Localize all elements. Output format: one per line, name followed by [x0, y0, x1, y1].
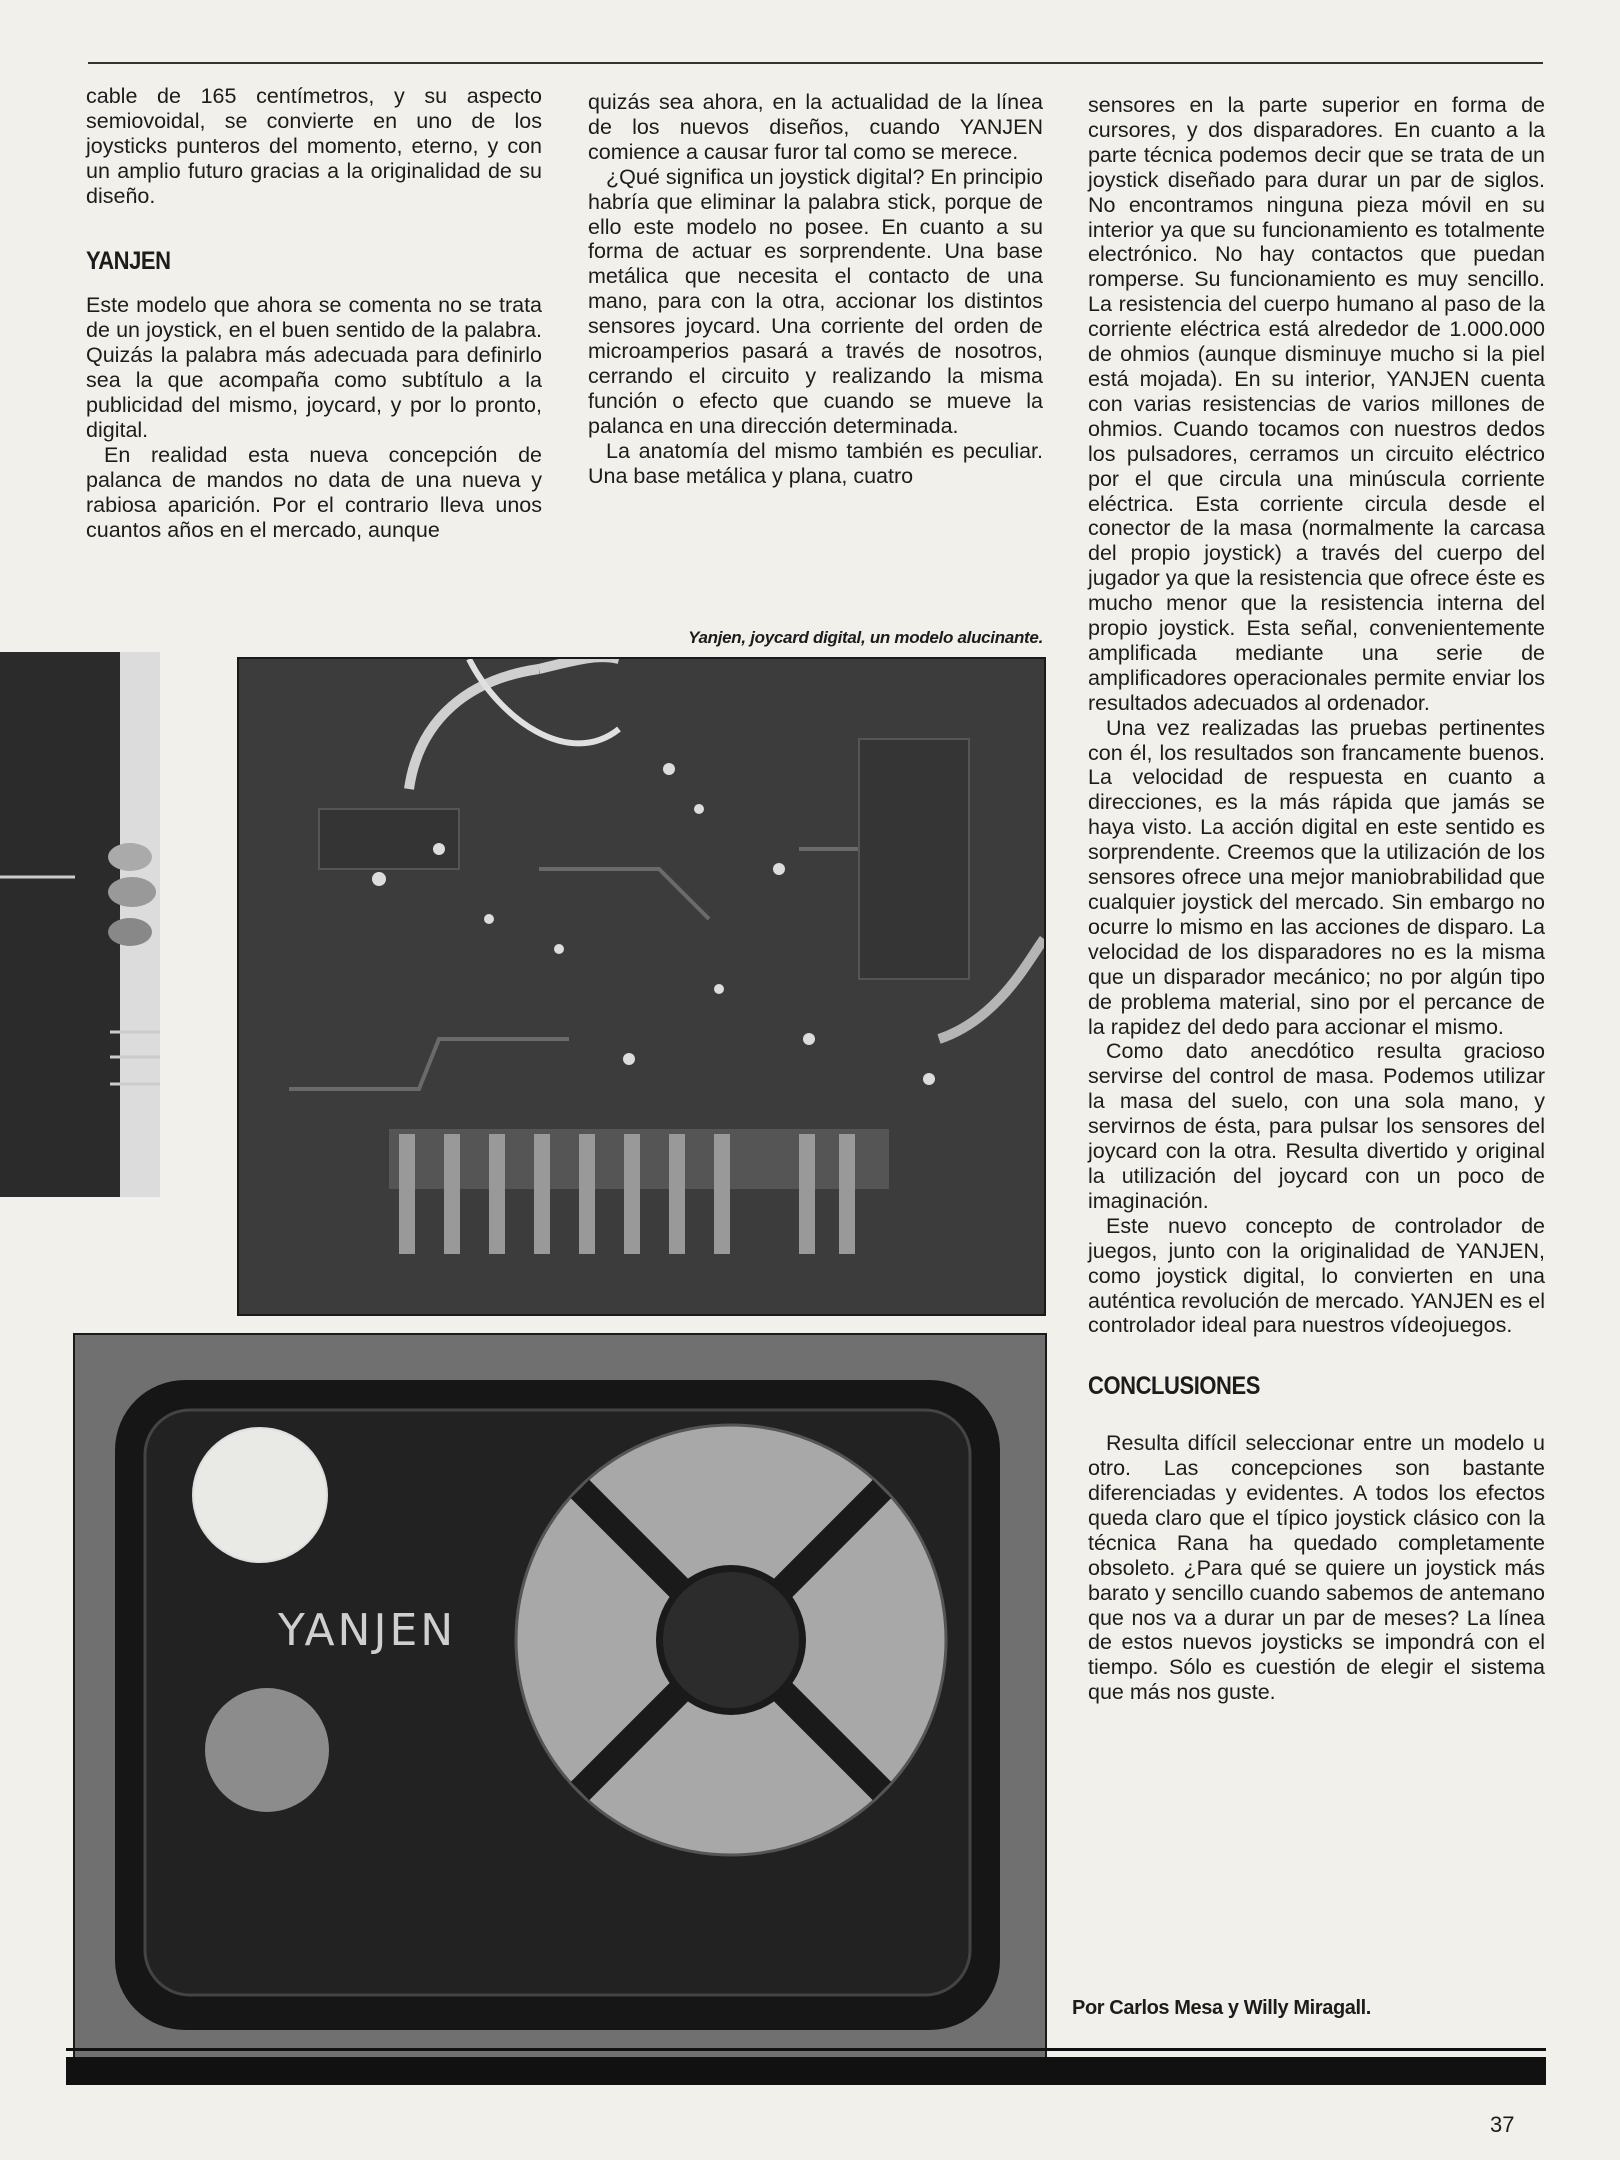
footer-rule-thick — [66, 2057, 1546, 2085]
column-2 — [588, 90, 1043, 489]
section-heading-conclusiones: CONCLUSIONES — [1088, 1372, 1260, 1401]
section-heading-yanjen: YANJEN — [86, 246, 171, 275]
paragraph: ¿Qué significa un joystick digital? En principio habría que eliminar la palabra stick, porque de ello este modelo no posee. En cuanto a su forma de actuar es sorprendente. Una base metálica que necesita el contacto de una mano, para con la otra, accionar los distintos sensores joycard. Una corriente del orden de microamperios pasará a través de nosotros, cerrando el circuito y realizando la misma función o efecto que cuando se mueve la palanca en una dirección determinada. — [588, 164, 1043, 438]
paragraph: sensores en la parte superior en forma de cursores, y dos disparadores. En cuanto a la parte técnica podemos decir que se trata de un joystick diseñado para durar un par de siglos. No encontramos ninguna pieza móvil en su interior ya que su funcionamiento es totalmente electrónico. No hay contactos que puedan romperse. Su funcionamiento es muy sencillo. La resistencia del cuerpo humano al paso de la corriente eléctrica está alrededor de 1.000.000 de ohmios (aunque disminuye mucho si la piel está mojada). En su interior, YANJEN cuenta con varias resistencias de varios millones de ohmios. Cuando tocamos con nuestros dedos los pulsadores, cerramos un circuito eléctrico por el que circula una minúscula corriente eléctrica. Esta corriente circula desde el conector de la masa (normalmente la carcasa del propio joystick) a través del cuerpo del jugador ya que la resistencia que ofrece éste es mucho menor que la resistencia interna del propio joystick. Esta señal, convenientemente amplificada mediante una serie de amplificadores operacionales permite enviar los resultados adecuados al ordenador. — [1088, 93, 1545, 715]
paragraph: quizás sea ahora, en la actualidad de la línea de los nuevos diseños, cuando YANJEN comience a causar furor tal como se merece. — [588, 90, 1043, 164]
footer-rule-thin — [66, 2048, 1546, 2051]
paragraph: En realidad esta nueva concepción de palanca de mandos no data de una nueva y rabiosa aparición. Por el contrario lleva unos cuantos años en el mercado, aunque — [86, 442, 542, 542]
paragraph: Resulta difícil seleccionar entre un modelo u otro. Las concepciones son bastante diferenciadas y evidentes. A todos los efectos queda claro que el típico joystick clásico con la técnica Rana ha quedado completamente obsoleto. ¿Para qué se quiere un joystick más barato y sencillo cuando sabemos de antemano que nos va a durar un par de meses? La línea de estos nuevos joysticks se impondrá con el tiempo. Sólo es cuestión de elegir el sistema que más nos guste. — [1088, 1431, 1545, 1705]
author-byline: Por Carlos Mesa y Willy Miragall. — [1072, 1997, 1371, 2019]
photo-caption: Yanjen, joycard digital, un modelo alucinante. — [688, 628, 1043, 647]
paragraph: Este nuevo concepto de controlador de juegos, junto con la originalidad de YANJEN, como joystick digital, lo convierten en una auténtica revolución de mercado. YANJEN es el controlador ideal para nuestros vídeojuegos. — [1088, 1213, 1545, 1338]
column-3 — [1088, 93, 1545, 1705]
circuit-board-photo — [237, 657, 1046, 1316]
page-number: 37 — [1490, 2112, 1515, 2137]
device-brand-label: YANJEN — [278, 1605, 457, 1656]
paragraph: Como dato anecdótico resulta gracioso servirse del control de masa. Podemos utilizar la masa del suelo, con una sola mano, y servirnos de ésta, para pulsar los sensores del joycard con la otra. Resulta divertido y original la utilización del joycard con un poco de imaginación. — [1088, 1039, 1545, 1213]
paragraph: cable de 165 centímetros, y su aspecto semiovoidal, se convierte en uno de los joysticks punteros del momento, eterno, y con un amplio futuro gracias a la originalidad de su diseño. — [86, 84, 542, 208]
column-1 — [86, 84, 542, 543]
paragraph: Este modelo que ahora se comenta no se trata de un joystick, en el buen sentido de la palabra. Quizás la palabra más adecuada para definirlo sea la que acompaña como subtítulo a la publicidad del mismo, joycard, y por lo pronto, digital. — [86, 293, 542, 442]
top-rule — [88, 62, 1543, 64]
joycard-photo — [73, 1333, 1047, 2072]
left-edge-photo — [0, 652, 160, 1197]
paragraph: Una vez realizadas las pruebas pertinentes con él, los resultados son francamente buenos. La velocidad de respuesta en cuanto a direcciones, es la más rápida que jamás se haya visto. La acción digital en este sentido es sorprendente. Creemos que la utilización de los sensores ofrece una mejor maniobrabilidad que cualquier joystick del mercado. Sin embargo no ocurre lo mismo en las acciones de disparo. La velocidad de los disparadores no es la misma que un disparador mecánico; no por algún tipo de problema material, sino por el percance de la rapidez del dedo para accionar el mismo. — [1088, 715, 1545, 1039]
paragraph: La anatomía del mismo también es peculiar. Una base metálica y plana, cuatro — [588, 438, 1043, 488]
